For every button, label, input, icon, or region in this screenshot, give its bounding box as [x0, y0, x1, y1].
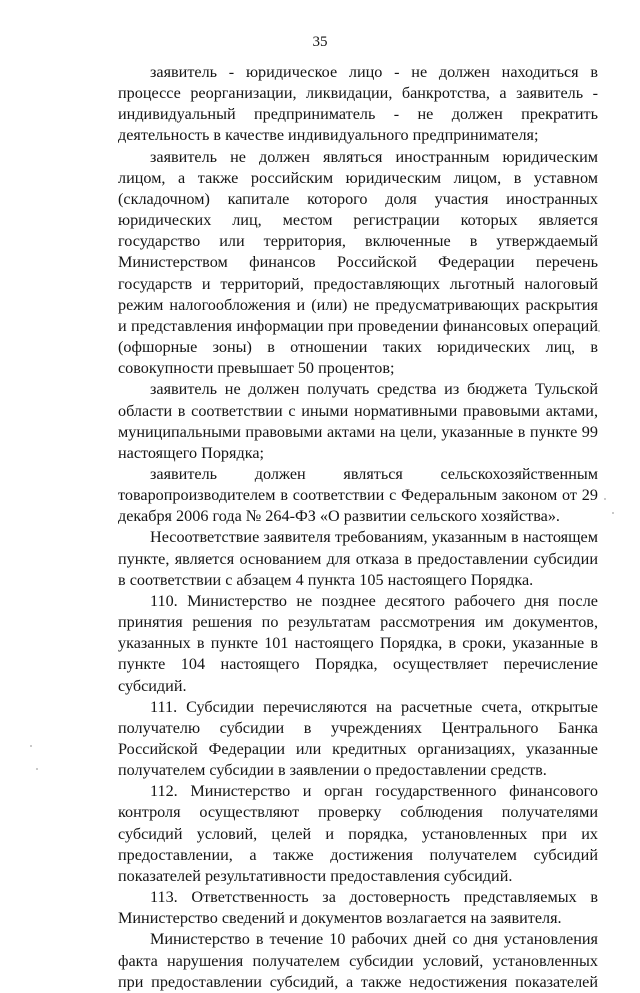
- document-body: [118, 62, 598, 993]
- paragraph-regional-budget: заявитель не должен получать средства из бюджета Тульской области в соответствии с иными нормативными правовыми актами, муниципальными правовыми актами на цели, указанные в пункте 99 настоящего Порядка;: [118, 380, 598, 462]
- scan-speck: [604, 498, 606, 500]
- paragraph-foreign-entity: заявитель не должен являться иностранным юридическим лицом, а также российским юридическим лицом, в уставном (складочном) капитале которого доля участия иностранных юридических лиц, местом регистрации которых является государство или территория, включенные в утверждаемый Министерством финансов Российской Федерации перечень государств и территорий, предоставляющих льготный налоговый режим налогообложения и (или) не предусматривающих раскрытия и представления информации при проведении финансовых операций (офшорные зоны) в отношении таких юридических лиц, в совокупности превышает 50 процентов;: [118, 147, 598, 378]
- paragraph-112: 112. Министерство и орган государственного финансового контроля осуществляют проверку соблюдения получателями субсидий условий, целей и порядка, установленных при их предоставлении, а также достижения получателем субсидий показателей результативности предоставления субсидий.: [118, 782, 598, 885]
- paragraph-ministry-violation: Министерство в течение 10 рабочих дней со дня установления факта нарушения получателем субсидии условий, установленных при предоставлении субсидий, а также недостижения показателей: [118, 930, 598, 991]
- scan-speck: [30, 745, 32, 747]
- scan-speck: [36, 768, 38, 770]
- paragraph-111: 111. Субсидии перечисляются на расчетные счета, открытые получателю субсидии в учреждениях Центрального Банка Российской Федерации или кредитных организациях, указанные получателем субсидии в заявлении о предоставлении средств.: [118, 697, 598, 780]
- paragraph-110: 110. Министерство не позднее десятого рабочего дня после принятия решения по результатам рассмотрения им документов, указанных в пункте 101 настоящего Порядка, в сроки, указанные в пункте 104 настоящего Порядка, осуществляет перечисление субсидий.: [118, 591, 598, 695]
- paragraph-applicant-reorganization: заявитель - юридическое лицо - не должен находиться в процессе реорганизации, ликвидации, банкротства, а заявитель - индивидуальный предприниматель - не должен прекратить деятельность в качестве индивидуального предпринимателя;: [118, 63, 598, 145]
- paragraph-noncompliance: Несоответствие заявителя требованиям, указанным в настоящем пункте, является основанием для отказа в предоставлении субсидии в соответствии с абзацем 4 пункта 105 настоящего Порядка.: [118, 528, 598, 589]
- paragraph-agricultural-producer: заявитель должен являться сельскохозяйственным товаропроизводителем в соответствии с Федеральным законом от 29 декабря 2006 года № 264-ФЗ «О развитии сельского хозяйства».: [118, 464, 598, 526]
- page-number: 35: [312, 34, 328, 50]
- paragraph-113: 113. Ответственность за достоверность представляемых в Министерство сведений и документов возлагается на заявителя.: [118, 888, 598, 928]
- scan-speck: [598, 330, 600, 332]
- scan-speck: [612, 512, 614, 514]
